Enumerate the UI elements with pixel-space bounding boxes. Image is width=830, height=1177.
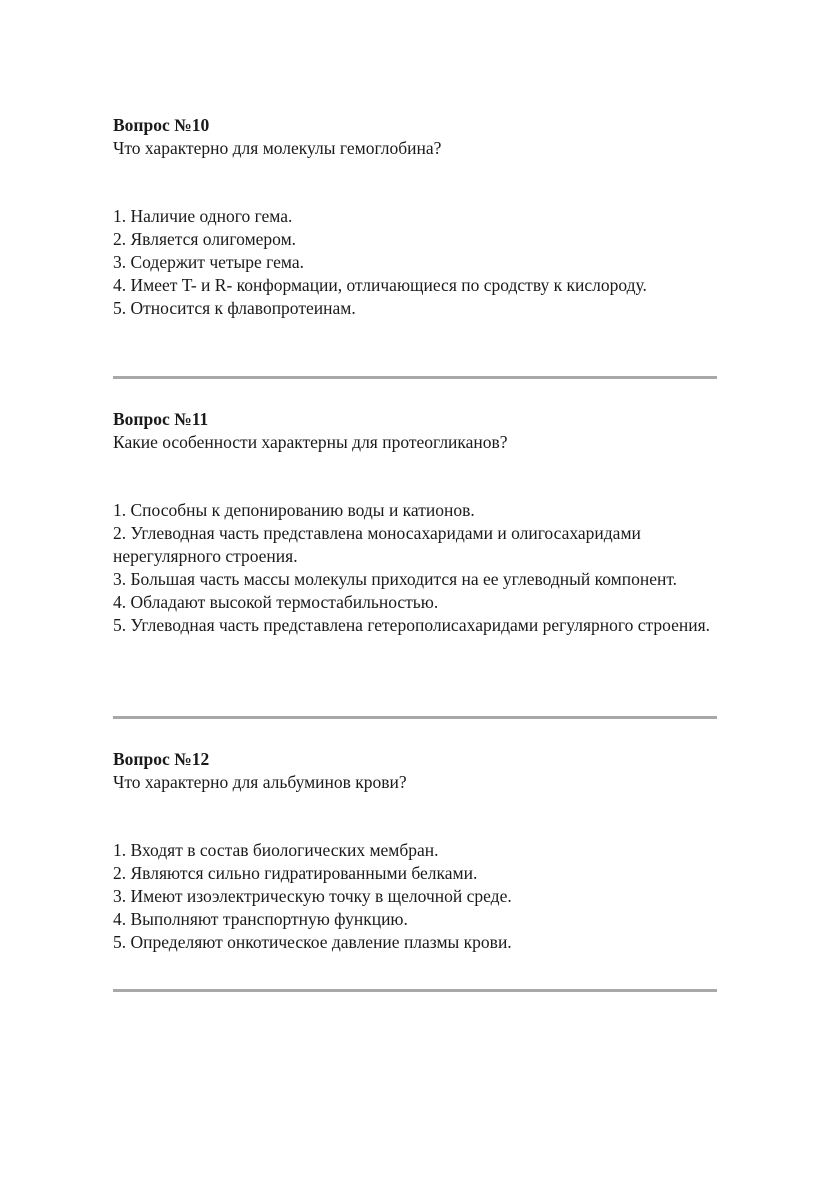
section-divider [113, 716, 717, 719]
answer-options [113, 499, 717, 637]
question-text: Что характерно для альбуминов крови? [113, 772, 407, 792]
section-divider [113, 989, 717, 992]
answer-option: 1. Входят в состав биологических мембран. [113, 840, 439, 860]
question-title: Вопрос №11 [113, 409, 209, 429]
section-divider [113, 376, 717, 379]
answer-option: 4. Выполняют транспортную функцию. [113, 909, 408, 929]
answer-option: 4. Имеет T- и R- конформации, отличающиеся по сродству к кислороду. [113, 275, 647, 295]
question-10 [113, 114, 717, 320]
answer-option: 5. Относится к флавопротеинам. [113, 298, 356, 318]
question-11 [113, 408, 717, 637]
question-title: Вопрос №12 [113, 749, 210, 769]
answer-option: 2. Является олигомером. [113, 229, 297, 249]
question-text: Что характерно для молекулы гемоглобина? [113, 138, 442, 158]
answer-option: 3. Большая часть массы молекулы приходится на ее углеводный компонент. [113, 569, 678, 589]
answer-option: 2. Являются сильно гидратированными белками. [113, 863, 478, 883]
question-title: Вопрос №10 [113, 115, 210, 135]
answer-options [113, 839, 717, 954]
answer-option: 3. Содержит четыре гема. [113, 252, 304, 272]
question-12 [113, 748, 717, 954]
answer-option: 5. Определяют онкотическое давление плазмы крови. [113, 932, 512, 952]
answer-option: 2. Углеводная часть представлена моносахаридами и олигосахаридами нерегулярного строения. [113, 523, 641, 566]
question-text: Какие особенности характерны для протеогликанов? [113, 432, 508, 452]
answer-option: 4. Обладают высокой термостабильностью. [113, 592, 439, 612]
answer-options [113, 205, 717, 320]
answer-option: 1. Наличие одного гема. [113, 206, 293, 226]
answer-option: 5. Углеводная часть представлена гетерополисахаридами регулярного строения. [113, 615, 711, 635]
answer-option: 1. Способны к депонированию воды и катионов. [113, 500, 475, 520]
answer-option: 3. Имеют изоэлектрическую точку в щелочной среде. [113, 886, 512, 906]
